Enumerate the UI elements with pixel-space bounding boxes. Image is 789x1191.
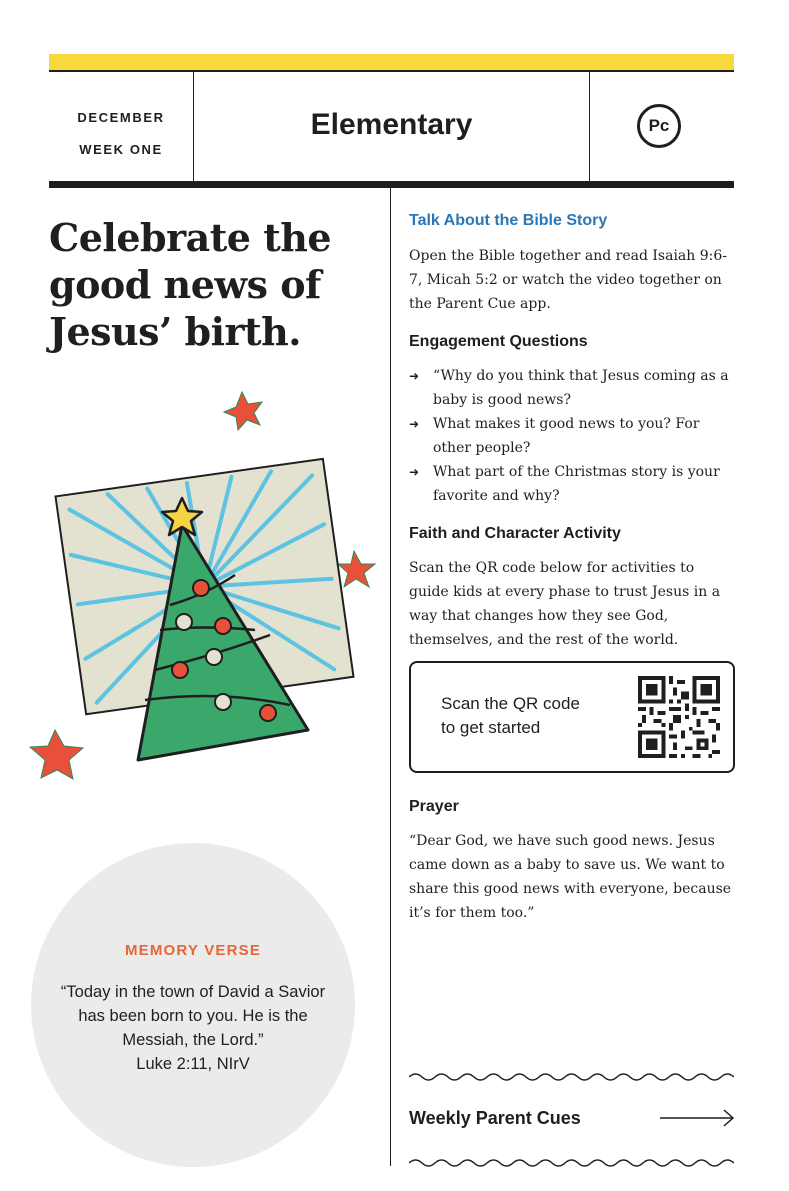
question-text: “Why do you think that Jesus coming as a baby is good news? <box>433 368 729 408</box>
question-text: What makes it good news to you? For other people? <box>433 416 700 456</box>
prayer-text: “Dear God, we have such good news. Jesus came down as a baby to save us. We want to share this good news with everyone, because it’s for them too.” <box>409 833 732 921</box>
ornament <box>206 649 222 665</box>
weekly-parent-cues-link[interactable]: Weekly Parent Cues <box>409 1108 581 1128</box>
top-accent-bar <box>49 54 734 70</box>
memory-verse <box>55 980 331 1076</box>
header-rule <box>49 181 734 188</box>
arrow-bullet-icon: ➜ <box>409 417 420 431</box>
ornament <box>215 694 231 710</box>
list-item <box>409 412 734 460</box>
qr-card-line2: to get started <box>441 718 541 737</box>
memory-verse-text: “Today in the town of David a Savior has been born to you. He is the Messiah, the Lord.” <box>60 983 326 1049</box>
wave-divider-bottom <box>409 1157 734 1169</box>
wave-divider-top <box>409 1071 734 1083</box>
arrow-bullet-icon: ➜ <box>409 369 420 383</box>
week-label: WEEK ONE <box>79 142 163 157</box>
ornament <box>260 705 276 721</box>
ornament <box>193 580 209 596</box>
star-icon <box>338 551 375 587</box>
qr-card-text <box>441 692 580 740</box>
star-icon <box>224 392 262 430</box>
star-icon <box>30 730 83 779</box>
engagement-heading: Engagement Questions <box>409 333 588 350</box>
list-item <box>409 460 734 508</box>
ornament <box>176 614 192 630</box>
bible-story-heading: Talk About the Bible Story <box>409 212 608 229</box>
qr-card[interactable] <box>409 661 735 773</box>
memory-verse-label: MEMORY VERSE <box>124 942 262 959</box>
arrow-right-icon[interactable] <box>660 1108 736 1128</box>
engagement-questions <box>409 364 734 508</box>
date-block <box>49 102 193 166</box>
question-text: What part of the Christmas story is your favorite and why? <box>433 464 720 504</box>
parent-cue-logo <box>637 104 681 148</box>
logo-text: Pc <box>648 116 670 135</box>
list-item <box>409 364 734 412</box>
prayer-heading: Prayer <box>409 798 459 815</box>
column-divider <box>390 188 391 1166</box>
headline: Celebrate the good news of Jesus’ birth. <box>49 215 332 354</box>
ornament <box>172 662 188 678</box>
bible-story-text: Open the Bible together and read Isaiah 9:6-7, Micah 5:2 or watch the video together on the Parent Cue app. <box>409 248 728 312</box>
ornament <box>215 618 231 634</box>
qr-card-line1: Scan the QR code <box>441 694 580 713</box>
arrow-bullet-icon: ➜ <box>409 465 420 479</box>
page-title: Elementary <box>310 108 473 141</box>
christmas-tree-icon <box>20 380 380 800</box>
qr-code-icon[interactable] <box>638 676 720 758</box>
month-label: DECEMBER <box>77 110 165 125</box>
activity-heading: Faith and Character Activity <box>409 525 621 542</box>
memory-verse-reference: Luke 2:11, NIrV <box>136 1055 250 1073</box>
activity-text: Scan the QR code below for activities to guide kids at every phase to trust Jesus in a way that changes how they see God, themselves, and the rest of the world. <box>409 560 721 648</box>
